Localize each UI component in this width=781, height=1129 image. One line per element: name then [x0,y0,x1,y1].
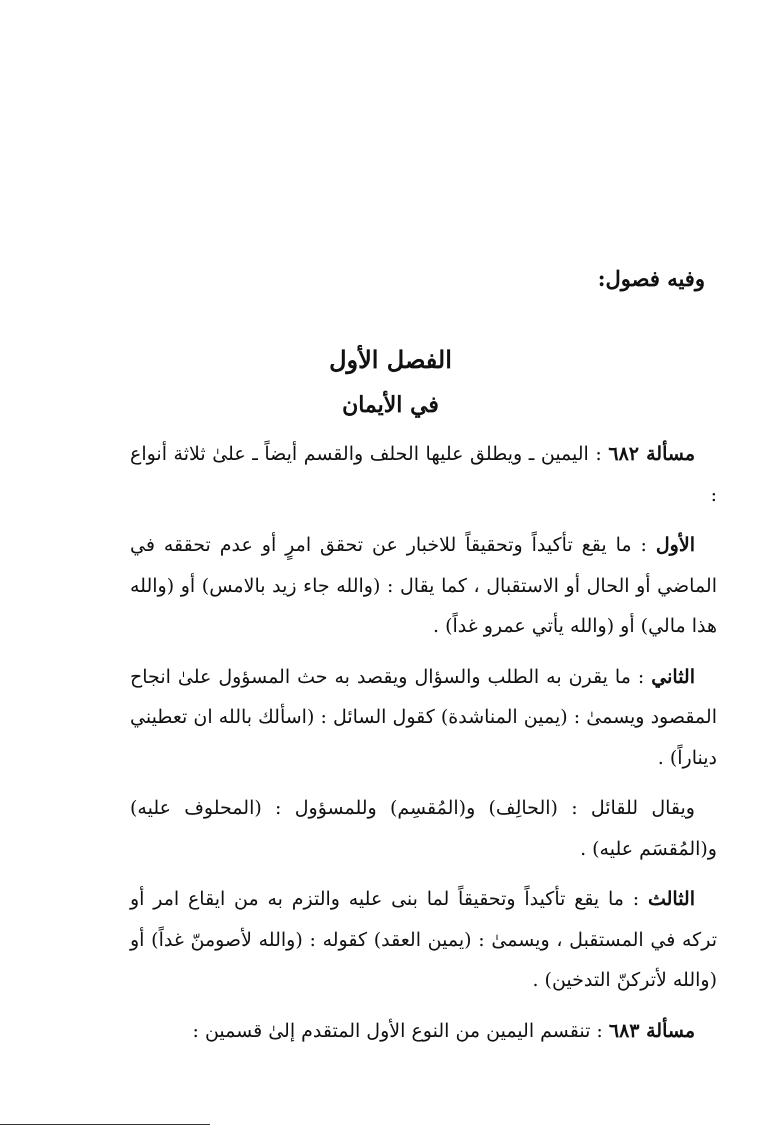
footer-divider [0,1124,210,1125]
paragraph-masala-682 [130,434,717,515]
paragraph-third-type [130,879,717,1001]
paragraph-text: : تنقسم اليمين من النوع الأول المتقدم إلىٰ قسمين : [192,1019,603,1042]
paragraph-text: : ما يقع تأكيداً وتحقيقاً لما بنى عليه والتزم به من ايقاع امر أو تركه في المستقبل ، ويسمىٰ : (يمين العقد) كقوله : (والله لأصومنّ غداً) أو (والله لأتركنّ التدخين) . [130,888,717,991]
body-text [130,434,717,1061]
paragraph-label: الأول [655,534,695,556]
paragraph-label: مسألة ٦٨٣ [608,1019,695,1042]
paragraph-label: مسألة ٦٨٢ [608,443,696,465]
section-intro: وفيه فصول: [597,266,705,291]
paragraph-text: ويقال للقائل : (الحالِف) و(المُقسِم) وللمسؤول : (المحلوف عليه) و(المُقسَم عليه) . [130,797,717,860]
chapter-title: الفصل الأول [329,345,452,374]
paragraph-text: : اليمين ـ ويطلق عليها الحلف والقسم أيضاً ـ علىٰ ثلاثة أنواع : [130,443,717,506]
paragraph-terms [130,788,717,869]
paragraph-text: : ما يقرن به الطلب والسؤال ويقصد به حث المسؤول علىٰ انجاح المقصود ويسمىٰ : (يمين المناشدة) كقول السائل : (اسألك بالله ان تعطيني ديناراً) . [130,665,717,769]
paragraph-label: الثالث [647,888,695,910]
paragraph-masala-683 [130,1011,717,1052]
paragraph-second-type [130,657,717,779]
paragraph-first-type [130,525,717,647]
paragraph-text: : ما يقع تأكيداً وتحقيقاً للاخبار عن تحقق امرٍ أو عدم تحققه في الماضي أو الحال أو الاستقبال ، كما يقال : (والله جاء زيد بالامس) أو (والله هذا مالي) أو (والله يأتي عمرو غداً) . [130,534,717,637]
chapter-subtitle: في الأيمان [342,392,439,418]
paragraph-label: الثاني [651,665,695,688]
